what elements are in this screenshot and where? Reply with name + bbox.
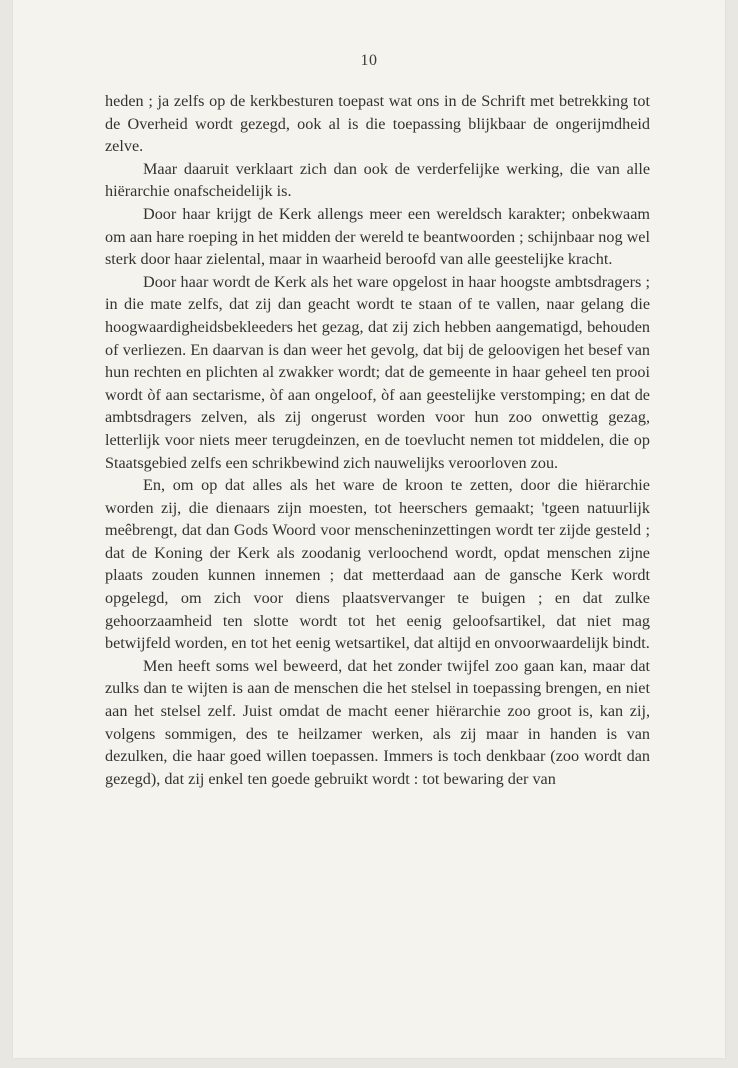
- paragraph: Door haar krijgt de Kerk allengs meer een wereldsch karakter; onbekwaam om aan hare roeping in het midden der wereld te beantwoorden ; schijnbaar nog wel sterk door haar zielental, maar in waarheid beroofd van alle geestelijke kracht.: [105, 204, 650, 269]
- page-body: [105, 90, 650, 790]
- paragraph: Men heeft soms wel beweerd, dat het zonder twijfel zoo gaan kan, maar dat zulks dan te wijten is aan de menschen die het stelsel in toepassing brengen, en niet aan het stelsel zelf. Juist omdat de macht eener hiërarchie zoo groot is, kan zij, volgens sommigen, des te heilzamer werken, als zij maar in handen is van dezulken, die haar goed willen toepassen. Immers is toch denkbaar (zoo wordt dan gezegd), dat zij enkel ten goede gebruikt wordt : tot bewaring der van: [105, 656, 650, 788]
- paragraph: En, om op dat alles als het ware de kroon te zetten, door die hiërarchie worden zij, die dienaars zijn moesten, tot heerschers gemaakt; 'tgeen natuurlijk meêbrengt, dat dan Gods Woord voor menscheninzettingen wordt ter zijde gesteld ; dat de Koning der Kerk als zoodanig verloochend wordt, opdat menschen zijne plaats zouden kunnen innemen ; dat metterdaad aan de gansche Kerk wordt opgelegd, om zich voor diens plaatsvervanger te buigen ; en dat zulke gehoorzaamheid ten slotte wordt tot het eenig geloofsartikel, dat niet mag betwijfeld worden, en tot het eenig wetsartikel, dat altijd en onvoorwaardelijk bindt.: [105, 476, 650, 653]
- page-number: 10: [360, 52, 378, 69]
- paragraph-continuation: heden ; ja zelfs op de kerkbesturen toepast wat ons in de Schrift met betrekking tot de Overheid wordt gezegd, ook al is die toepassing blijkbaar de ongerijmdheid zelve.: [105, 92, 650, 156]
- paragraph: Maar daaruit verklaart zich dan ook de verderfelijke werking, die van alle hiërarchie onafscheidelijk is.: [105, 159, 650, 201]
- paragraph: Door haar wordt de Kerk als het ware opgelost in haar hoogste ambtsdragers ; in die mate zelfs, dat zij dan geacht wordt te staan of te vallen, naar gelang die hoogwaardigheidsbekleeders het gezag, dat zij zich hebben aangematigd, behouden of verliezen. En daarvan is dan weer het gevolg, dat bij de geloovigen het besef van hun rechten en plichten al zwakker wordt; dat de gemeente in haar geheel ten prooi wordt òf aan sectarisme, òf aan ongeloof, òf aan geestelijke verstomping; en dat de ambtsdragers zelven, als zij ongerust worden voor hun zoo onwettig gezag, letterlijk voor niets meer terugdeinzen, en de toevlucht nemen tot middelen, die op Staatsgebied zelfs een schrikbewind zich nauwelijks veroorloven zou.: [105, 272, 650, 472]
